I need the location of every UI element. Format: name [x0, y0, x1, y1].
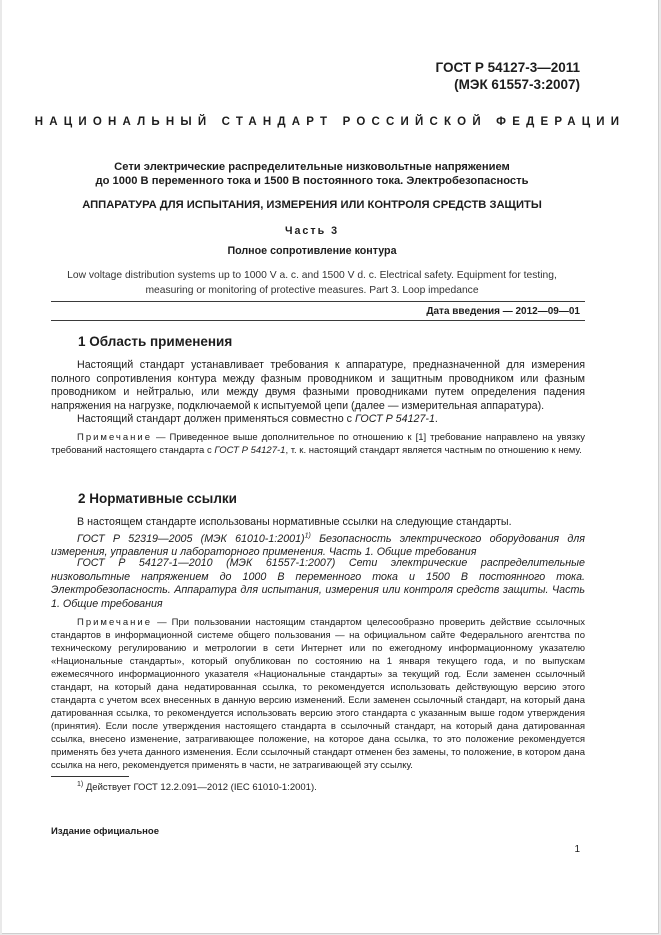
- title-line-1: Сети электрические распределительные низковольтные напряжением: [114, 161, 510, 173]
- divider-top: [51, 301, 585, 302]
- note-label: Примечание: [77, 432, 152, 443]
- para2-reference: ГОСТ Р 54127-1: [354, 413, 435, 425]
- section-2-note: [51, 616, 585, 772]
- divider-bottom: [51, 320, 585, 321]
- para2-text: Настоящий стандарт должен применяться совместно с: [77, 413, 355, 425]
- note-text-2: — При пользовании настоящим стандартом целесообразно проверить действие ссылочных стандартов в информационной системе общего пользования — на официальном сайте Федерального агентства по техническому регулированию и метрологии в сети Интернет или по ежегодному информационному указателю «Национальные стандарты», который опубликован по состоянию на 1 января текущего года, и по выпускам ежемесячного информационного указателя «Национальные стандарты» за текущий год. Если заменен ссылочный стандарт, на который дана недатированная ссылка, то рекомендуется использовать действующую версию этого стандарта с учетом всех внесенных в данную версию изменений. Если заменен ссылочный стандарт, на который дана датированная ссылка, то рекомендуется использовать версию этого стандарта с указанным выше годом утверждения (принятия). Если после утверждения настоящего стандарта в ссылочный стандарт, на который дана датированная ссылка, внесено изменение, затрагивающее положение, на которое дана ссылка, то это положение рекомендуется применять без учета данного изменения. Если ссылочный стандарт отменен без замены, то положение, в котором дана ссылка на него, рекомендуется применять в части, не затрагивающей эту ссылку.: [51, 617, 585, 771]
- gost-code: ГОСТ Р 54127-3—2011: [435, 60, 580, 75]
- footnote-separator: [51, 776, 129, 777]
- note-text-b: , т. к. настоящий стандарт является частным по отношению к нему.: [285, 445, 582, 456]
- part-label: [42, 225, 582, 237]
- section-2-heading: 2 Нормативные ссылки: [78, 491, 237, 506]
- footnote: [77, 781, 317, 793]
- title-line-2: до 1000 В переменного тока и 1500 В постоянного тока. Электробезопасность: [95, 175, 529, 187]
- section-1-paragraph-1: Настоящий стандарт устанавливает требования к аппаратуре, предназначенной для измерения полного сопротивления контура между фазным проводником и защитным проводником или фазным проводником и нейтралью, или между двумя фазными проводниками путем определения падения напряжения на нагрузке, подключаемой к испытуемой цепи (далее — измерительная аппаратура).: [51, 359, 585, 412]
- reference-1: [51, 529, 585, 560]
- english-title-line-1: Low voltage distribution systems up to 1000 V a. c. and 1500 V d. c. Electrical safety. Equipment for testing,: [67, 270, 557, 281]
- reference-1-title: Безопасность электрического оборудования для измерения, управления и лабораторного применения. Часть 1. Общие требования: [51, 532, 585, 559]
- main-title: АППАРАТУРА ДЛЯ ИСПЫТАНИЯ, ИЗМЕРЕНИЯ ИЛИ КОНТРОЛЯ СРЕДСТВ ЗАЩИТЫ: [82, 199, 542, 211]
- introduction-date: Дата введения — 2012—09—01: [426, 306, 580, 317]
- footnote-text: Действует ГОСТ 12.2.091—2012 (IEC 61010-1:2001).: [83, 782, 317, 794]
- subtitle: Полное сопротивление контура: [227, 245, 397, 257]
- section-1-paragraph-2: [51, 413, 585, 427]
- footnote-mark: 1): [77, 781, 84, 788]
- english-title-line-2: measuring or monitoring of protective measures. Part 3. Loop impedance: [145, 285, 479, 296]
- national-standard-heading: НАЦИОНАЛЬНЫЙ СТАНДАРТ РОССИЙСКОЙ ФЕДЕРАЦИИ: [34, 116, 626, 128]
- para2-end: .: [434, 413, 438, 425]
- section-1-note: [51, 431, 585, 457]
- reference-2: [51, 557, 585, 611]
- section-2-intro: В настоящем стандарте использованы нормативные ссылки на следующие стандарты.: [77, 516, 512, 528]
- note-label-2: Примечание: [77, 617, 152, 628]
- edition-label: Издание официальное: [51, 826, 159, 837]
- document-page: [2, 0, 659, 934]
- reference-1-code: ГОСТ Р 52319—2005 (МЭК 61010-1:2001): [77, 532, 305, 545]
- footnote-marker: 1): [304, 532, 311, 539]
- reference-2-text: ГОСТ Р 54127-1—2010 (МЭК 61557-1:2007) Сети электрические распределительные низковольтные напряжением до 1000 В переменного тока и 1500 В постоянного тока. Электробезопасность. Аппаратура для испытания, измерения или контроля средств защиты. Часть 1. Общие требования: [51, 557, 585, 610]
- page-number: 1: [574, 844, 580, 855]
- note-text-a: — Приведенное выше дополнительное по отношению к [1] требование направлено на увязку требований настоящего стандарта с: [51, 432, 585, 456]
- iec-code: (МЭК 61557-3:2007): [454, 77, 580, 92]
- section-1-heading: 1 Область применения: [78, 334, 233, 349]
- note-reference: ГОСТ Р 54127-1: [214, 445, 286, 456]
- part-text: Часть 3: [284, 225, 340, 237]
